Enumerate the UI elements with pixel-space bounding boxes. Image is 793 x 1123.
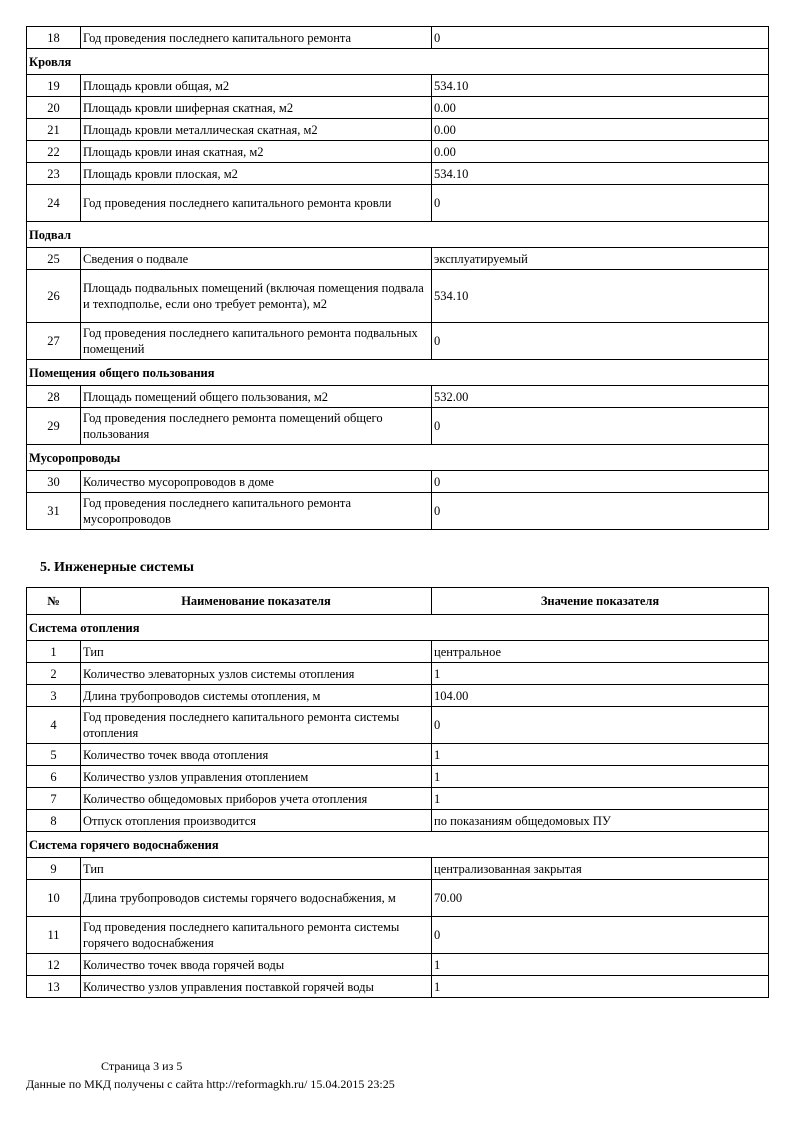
row-number: 25 <box>27 248 81 270</box>
section-header-row <box>27 832 769 858</box>
indicator-value: 0.00 <box>432 141 769 163</box>
indicator-name: Количество точек ввода отопления <box>81 744 432 766</box>
row-number: 31 <box>27 493 81 530</box>
table-body <box>27 27 769 530</box>
table-row <box>27 163 769 185</box>
row-number: 19 <box>27 75 81 97</box>
indicator-value: 0.00 <box>432 97 769 119</box>
indicator-name: Количество узлов управления отоплением <box>81 766 432 788</box>
header-number: № <box>27 588 81 615</box>
indicator-name: Площадь кровли металлическая скатная, м2 <box>81 119 432 141</box>
table-row <box>27 685 769 707</box>
indicator-name: Год проведения последнего капитального ремонта кровли <box>81 185 432 222</box>
row-number: 3 <box>27 685 81 707</box>
indicator-name: Год проведения последнего капитального ремонта мусоропроводов <box>81 493 432 530</box>
indicator-value: эксплуатируемый <box>432 248 769 270</box>
page-number: Страница 3 из 5 <box>101 1059 183 1073</box>
table-row <box>27 386 769 408</box>
table-row <box>27 744 769 766</box>
indicator-name: Площадь помещений общего пользования, м2 <box>81 386 432 408</box>
section-header: Подвал <box>27 222 769 248</box>
row-number: 10 <box>27 880 81 917</box>
table-row <box>27 471 769 493</box>
table-row <box>27 880 769 917</box>
structural-elements-table <box>26 26 769 530</box>
table-row <box>27 248 769 270</box>
engineering-systems-table <box>26 587 769 998</box>
row-number: 21 <box>27 119 81 141</box>
table-row <box>27 75 769 97</box>
table-row <box>27 858 769 880</box>
indicator-name: Площадь кровли иная скатная, м2 <box>81 141 432 163</box>
indicator-value: 0 <box>432 917 769 954</box>
row-number: 11 <box>27 917 81 954</box>
indicator-value: 1 <box>432 976 769 998</box>
table-row <box>27 408 769 445</box>
indicator-value: 1 <box>432 744 769 766</box>
section-header-row <box>27 222 769 248</box>
indicator-value: 534.10 <box>432 75 769 97</box>
section-header: Помещения общего пользования <box>27 360 769 386</box>
indicator-name: Тип <box>81 641 432 663</box>
indicator-value: 0 <box>432 707 769 744</box>
indicator-name: Год проведения последнего капитального ремонта подвальных помещений <box>81 323 432 360</box>
table-row <box>27 270 769 323</box>
table-row <box>27 917 769 954</box>
row-number: 9 <box>27 858 81 880</box>
table-row <box>27 707 769 744</box>
table-row <box>27 97 769 119</box>
indicator-value: 0 <box>432 323 769 360</box>
indicator-value: 0 <box>432 27 769 49</box>
section-header: Кровля <box>27 49 769 75</box>
indicator-name: Количество точек ввода горячей воды <box>81 954 432 976</box>
section-header-row <box>27 49 769 75</box>
section-header-row <box>27 615 769 641</box>
indicator-value: 0 <box>432 408 769 445</box>
table-row <box>27 493 769 530</box>
row-number: 4 <box>27 707 81 744</box>
indicator-name: Год проведения последнего капитального ремонта <box>81 27 432 49</box>
table-row <box>27 323 769 360</box>
row-number: 1 <box>27 641 81 663</box>
row-number: 12 <box>27 954 81 976</box>
row-number: 18 <box>27 27 81 49</box>
indicator-value: 534.10 <box>432 163 769 185</box>
table-row <box>27 976 769 998</box>
table-row <box>27 141 769 163</box>
row-number: 22 <box>27 141 81 163</box>
indicator-name: Площадь подвальных помещений (включая помещения подвала и техподполье, если оно требует ремонта), м2 <box>81 270 432 323</box>
section-header: Система отопления <box>27 615 769 641</box>
indicator-value: 104.00 <box>432 685 769 707</box>
data-source-note: Данные по МКД получены с сайта http://reformagkh.ru/ 15.04.2015 23:25 <box>26 1077 395 1091</box>
table-row <box>27 641 769 663</box>
table-body <box>27 615 769 998</box>
table-row <box>27 766 769 788</box>
indicator-name: Площадь кровли общая, м2 <box>81 75 432 97</box>
table-row <box>27 119 769 141</box>
indicator-name: Отпуск отопления производится <box>81 810 432 832</box>
indicator-name: Площадь кровли плоская, м2 <box>81 163 432 185</box>
indicator-name: Длина трубопроводов системы отопления, м <box>81 685 432 707</box>
indicator-value: по показаниям общедомовых ПУ <box>432 810 769 832</box>
indicator-name: Год проведения последнего капитального ремонта системы отопления <box>81 707 432 744</box>
indicator-value: централизованная закрытая <box>432 858 769 880</box>
indicator-name: Сведения о подвале <box>81 248 432 270</box>
header-indicator-name: Наименование показателя <box>81 588 432 615</box>
indicator-value: 0 <box>432 185 769 222</box>
table-row <box>27 27 769 49</box>
indicator-value: 1 <box>432 766 769 788</box>
row-number: 26 <box>27 270 81 323</box>
indicator-value: 532.00 <box>432 386 769 408</box>
indicator-name: Тип <box>81 858 432 880</box>
indicator-value: 1 <box>432 954 769 976</box>
table-row <box>27 954 769 976</box>
row-number: 30 <box>27 471 81 493</box>
section-header-row <box>27 445 769 471</box>
indicator-value: 1 <box>432 788 769 810</box>
indicator-value: 0 <box>432 471 769 493</box>
header-indicator-value: Значение показателя <box>432 588 769 615</box>
indicator-name: Количество общедомовых приборов учета отопления <box>81 788 432 810</box>
table-row <box>27 810 769 832</box>
indicator-value: 70.00 <box>432 880 769 917</box>
row-number: 20 <box>27 97 81 119</box>
indicator-name: Количество мусоропроводов в доме <box>81 471 432 493</box>
section-title: 5. Инженерные системы <box>40 560 194 575</box>
row-number: 2 <box>27 663 81 685</box>
row-number: 28 <box>27 386 81 408</box>
row-number: 24 <box>27 185 81 222</box>
indicator-value: 1 <box>432 663 769 685</box>
section-header-row <box>27 360 769 386</box>
table-row <box>27 663 769 685</box>
indicator-name: Количество элеваторных узлов системы отопления <box>81 663 432 685</box>
row-number: 7 <box>27 788 81 810</box>
indicator-value: центральное <box>432 641 769 663</box>
row-number: 27 <box>27 323 81 360</box>
indicator-value: 534.10 <box>432 270 769 323</box>
indicator-value: 0 <box>432 493 769 530</box>
table-header-row <box>27 588 769 615</box>
row-number: 13 <box>27 976 81 998</box>
section-header: Мусоропроводы <box>27 445 769 471</box>
table-row <box>27 185 769 222</box>
indicator-name: Количество узлов управления поставкой горячей воды <box>81 976 432 998</box>
row-number: 29 <box>27 408 81 445</box>
indicator-name: Площадь кровли шиферная скатная, м2 <box>81 97 432 119</box>
indicator-value: 0.00 <box>432 119 769 141</box>
row-number: 8 <box>27 810 81 832</box>
indicator-name: Длина трубопроводов системы горячего водоснабжения, м <box>81 880 432 917</box>
table-row <box>27 788 769 810</box>
row-number: 23 <box>27 163 81 185</box>
row-number: 6 <box>27 766 81 788</box>
row-number: 5 <box>27 744 81 766</box>
indicator-name: Год проведения последнего капитального ремонта системы горячего водоснабжения <box>81 917 432 954</box>
section-header: Система горячего водоснабжения <box>27 832 769 858</box>
indicator-name: Год проведения последнего ремонта помещений общего пользования <box>81 408 432 445</box>
